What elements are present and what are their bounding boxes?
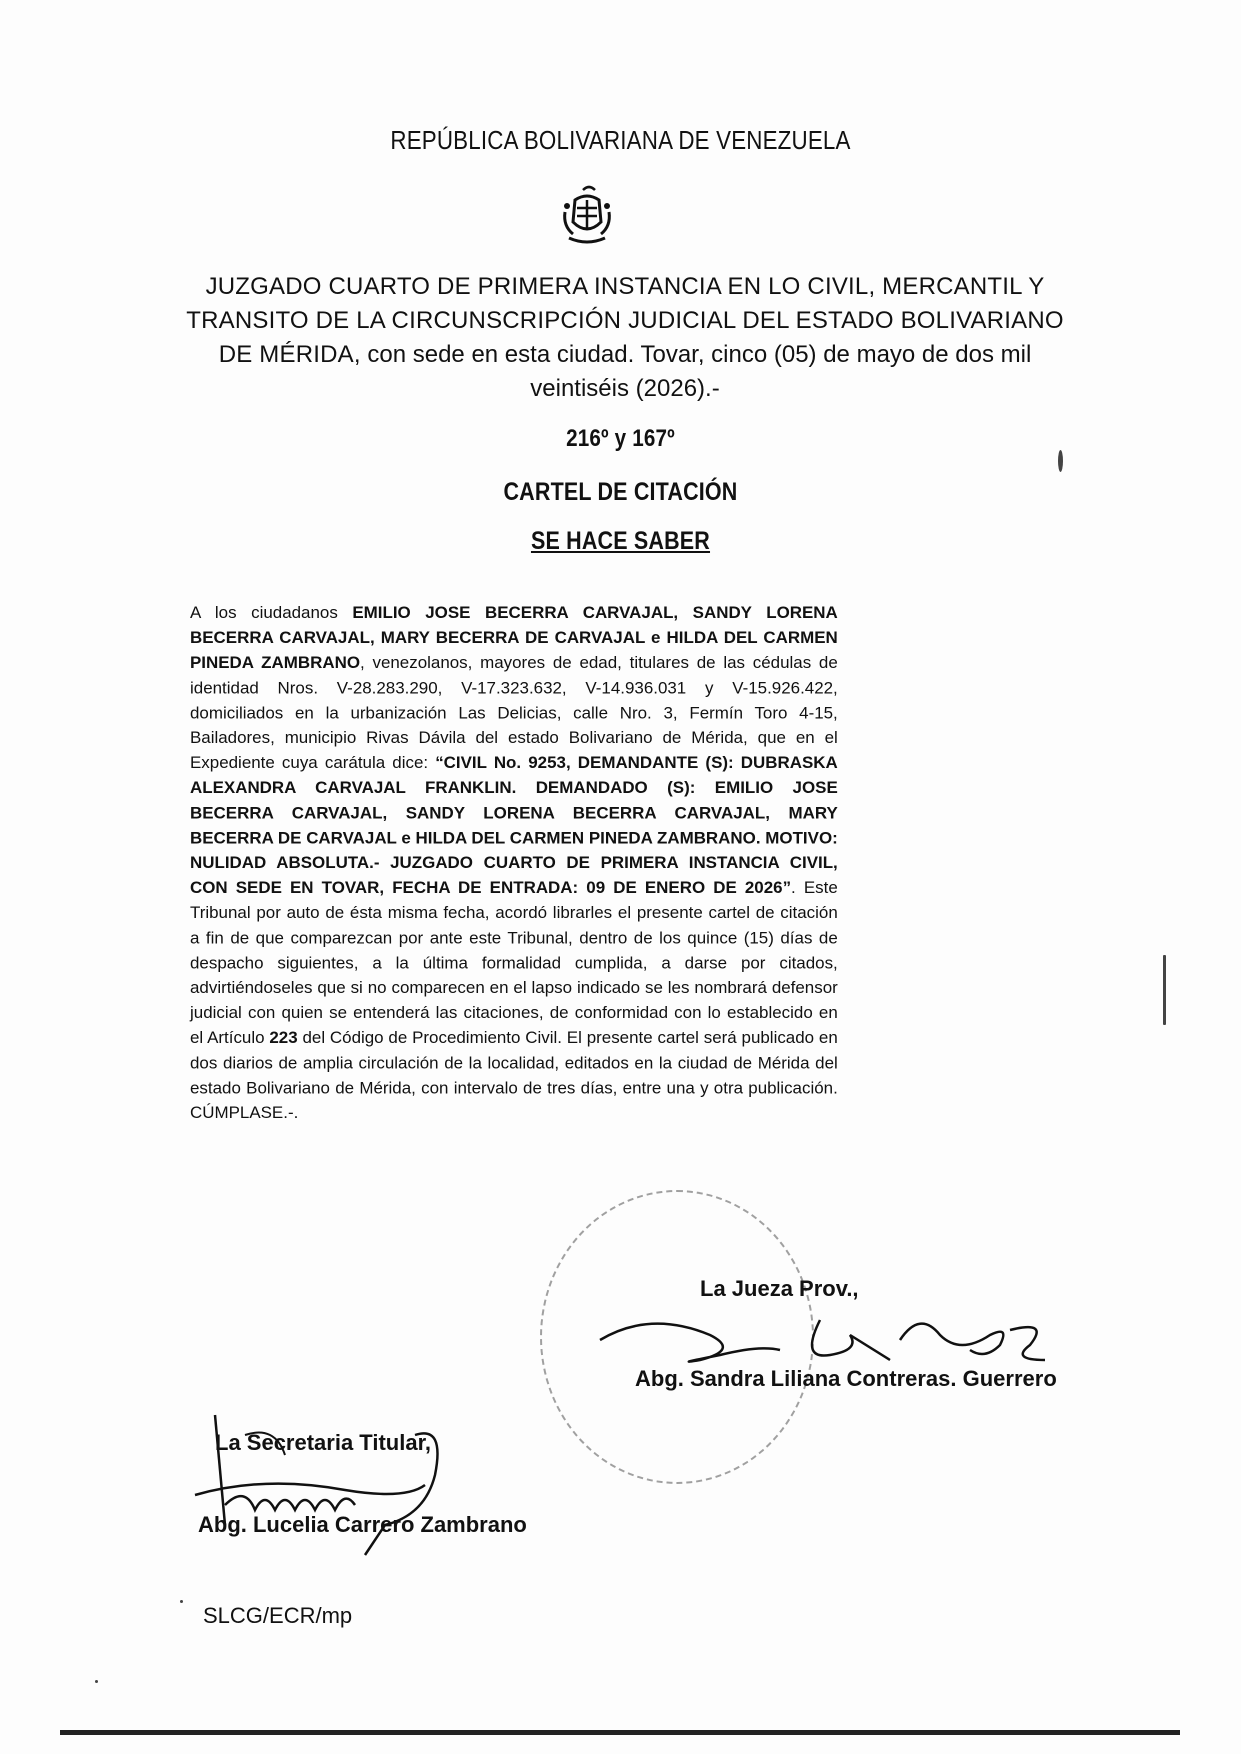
document-initials: SLCG/ECR/mp [203, 1603, 353, 1628]
court-location-date: con sede en esta ciudad. Tovar, cinco (05) de mayo de dos mil veintiséis (2026).- [360, 341, 1032, 402]
scan-mark [180, 1600, 183, 1603]
bottom-rule [60, 1730, 1180, 1735]
document-subtitle: SE HACE SABER [530, 527, 711, 555]
coat-of-arms-icon [555, 182, 619, 248]
article-number: 223 [269, 1028, 298, 1048]
document-title: CARTEL DE CITACIÓN [503, 478, 738, 506]
body-closing: del Código de Procedimiento Civil. El presente cartel será publicado en dos diarios de amplia circulación de la localidad, editados en la ciudad de Mérida del estado Bolivariano de Mérida, con intervalo de tres días, entre una y otra publicación. CÚMPLASE.-. [190, 1028, 838, 1123]
body-order: . Este Tribunal por auto de ésta misma fecha, acordó librarles el presente cartel de citación a fin de que comparezcan por ante este Tribunal, dentro de los quince (15) días de despacho siguientes, a la última formalidad cumplida, a darse por citados, advirtiéndoseles que si no comparecen en el lapso indicado se les nombrará defensor judicial con quien se entenderá las citaciones, de conformidad con lo establecido en el Artículo [190, 878, 838, 1048]
court-heading [185, 270, 1065, 406]
citation-body [190, 600, 838, 1125]
scan-mark [1163, 955, 1166, 1025]
scan-mark [1058, 450, 1063, 472]
case-caption: “CIVIL No. 9253, DEMANDANTE (S): DUBRASKA ALEXANDRA CARVAJAL FRANKLIN. DEMANDADO (S): EMILIO JOSE BECERRA CARVAJAL, SANDY LORENA BECERRA CARVAJAL, MARY BECERRA DE CARVAJAL e HILDA DEL CARMEN PINEDA ZAMBRANO. MOTIVO: NULIDAD ABSOLUTA.- JUZGADO CUARTO DE PRIMERA INSTANCIA CIVIL, CON SEDE EN TOVAR, FECHA DE ENTRADA: 09 DE ENERO DE 2026” [190, 753, 838, 897]
country-heading: REPÚBLICA BOLIVARIANA DE VENEZUELA [390, 125, 851, 155]
body-identification: , venezolanos, mayores de edad, titulares de las cédulas de identidad Nros. V-28.283.290, V-17.323.632, V-14.936.031 y V-15.926.422, domiciliados en la urbanización Las Delicias, calle Nro. 3, Fermín Toro 4-15, Bailadores, municipio Rivas Dávila del estado Bolivariano de Mérida, que en el Expediente cuya carátula dice: [190, 653, 838, 772]
court-name: JUZGADO CUARTO DE PRIMERA INSTANCIA EN LO CIVIL, MERCANTIL Y TRANSITO DE LA CIRCUNSCRIPCIÓN JUDICIAL DEL ESTADO BOLIVARIANO DE MÉRIDA, [186, 273, 1064, 368]
scan-mark [95, 1680, 98, 1683]
defendant-names: EMILIO JOSE BECERRA CARVAJAL, SANDY LORENA BECERRA CARVAJAL, MARY BECERRA DE CARVAJAL e HILDA DEL CARMEN PINEDA ZAMBRANO [190, 603, 838, 672]
secretary-role: La Secretaria Titular, [215, 1430, 432, 1455]
body-intro: A los ciudadanos [190, 603, 353, 622]
judge-name: Abg. Sandra Liliana Contreras. Guerrero [635, 1366, 1057, 1391]
independence-years: 216º y 167º [566, 425, 675, 452]
secretary-name: Abg. Lucelia Carrero Zambrano [198, 1512, 527, 1537]
judge-role: La Jueza Prov., [700, 1276, 859, 1301]
secretary-signature [185, 1395, 485, 1565]
